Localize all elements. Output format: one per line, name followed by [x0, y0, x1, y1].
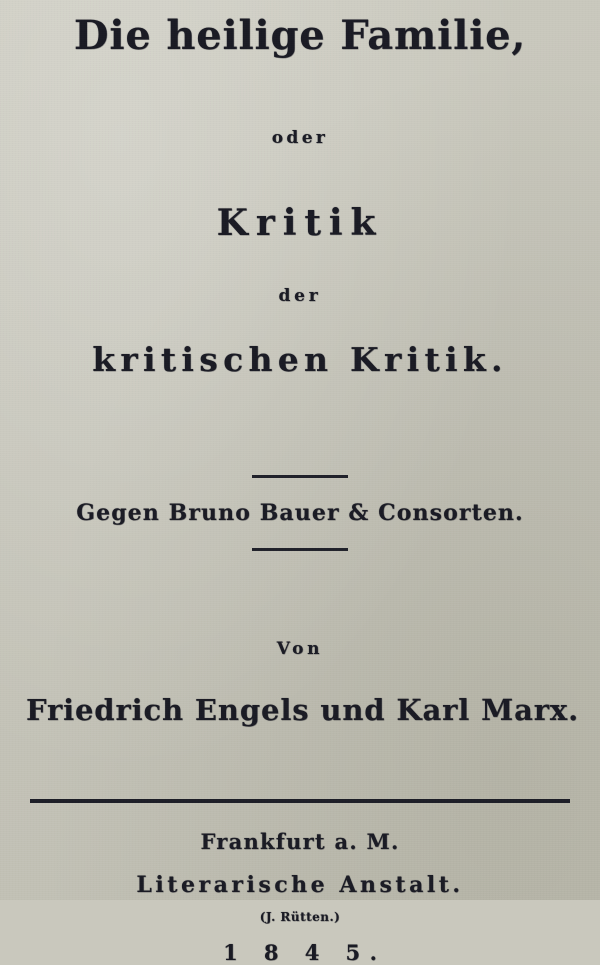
- divider-rule-upper: [252, 475, 348, 478]
- against-line: Gegen Bruno Bauer & Consorten.: [76, 500, 524, 526]
- book-title: Die heilige Familie,: [73, 12, 527, 59]
- divider-rule-full-width: [30, 799, 570, 803]
- connector-oder: oder: [271, 128, 329, 148]
- imprint-note: (J. Rütten.): [259, 910, 341, 924]
- connector-von: Von: [276, 639, 324, 659]
- divider-rule-lower: [252, 548, 348, 551]
- publication-year: 1 8 4 5.: [223, 940, 387, 965]
- main-word-kritik: Kritik: [216, 202, 384, 244]
- authors-line: Friedrich Engels und Karl Marx.: [26, 693, 580, 727]
- connector-der: der: [278, 286, 322, 306]
- main-phrase-kritischen-kritik: kritischen Kritik.: [92, 340, 508, 379]
- publication-city: Frankfurt a. M.: [200, 829, 400, 854]
- publisher-name: Literarische Anstalt.: [136, 872, 464, 898]
